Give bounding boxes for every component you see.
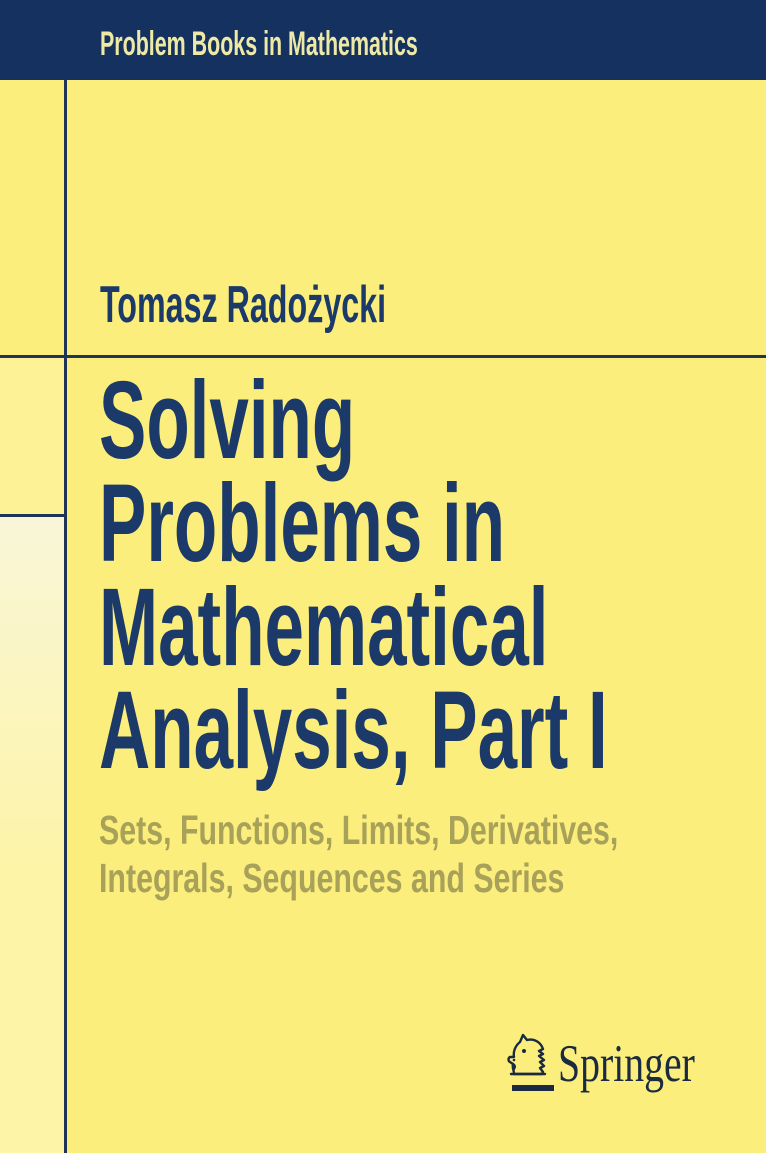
publisher-wordmark: Springer bbox=[558, 1035, 695, 1093]
author-name: Tomasz Radożycki bbox=[100, 276, 387, 334]
horizontal-rule-left bbox=[0, 514, 67, 517]
series-header-band bbox=[0, 0, 766, 80]
horizontal-rule-top bbox=[0, 355, 766, 358]
book-subtitle-line-2: Integrals, Sequences and Series bbox=[99, 855, 565, 901]
book-title-line-4: Analysis, Part I bbox=[99, 669, 608, 792]
logo-underline bbox=[512, 1085, 554, 1091]
left-margin-band-lower bbox=[0, 517, 64, 1153]
book-title-line-1: Solving bbox=[99, 359, 356, 482]
book-title-line-2: Problems in bbox=[99, 462, 506, 585]
book-subtitle-line-1: Sets, Functions, Limits, Derivatives, bbox=[99, 807, 619, 853]
series-title: Problem Books in Mathematics bbox=[100, 25, 418, 63]
left-margin-band-mid bbox=[0, 358, 64, 514]
publisher-logo bbox=[504, 1029, 704, 1099]
vertical-rule bbox=[64, 80, 67, 1153]
springer-horse-icon bbox=[504, 1031, 552, 1079]
book-title-line-3: Mathematical bbox=[99, 566, 549, 689]
